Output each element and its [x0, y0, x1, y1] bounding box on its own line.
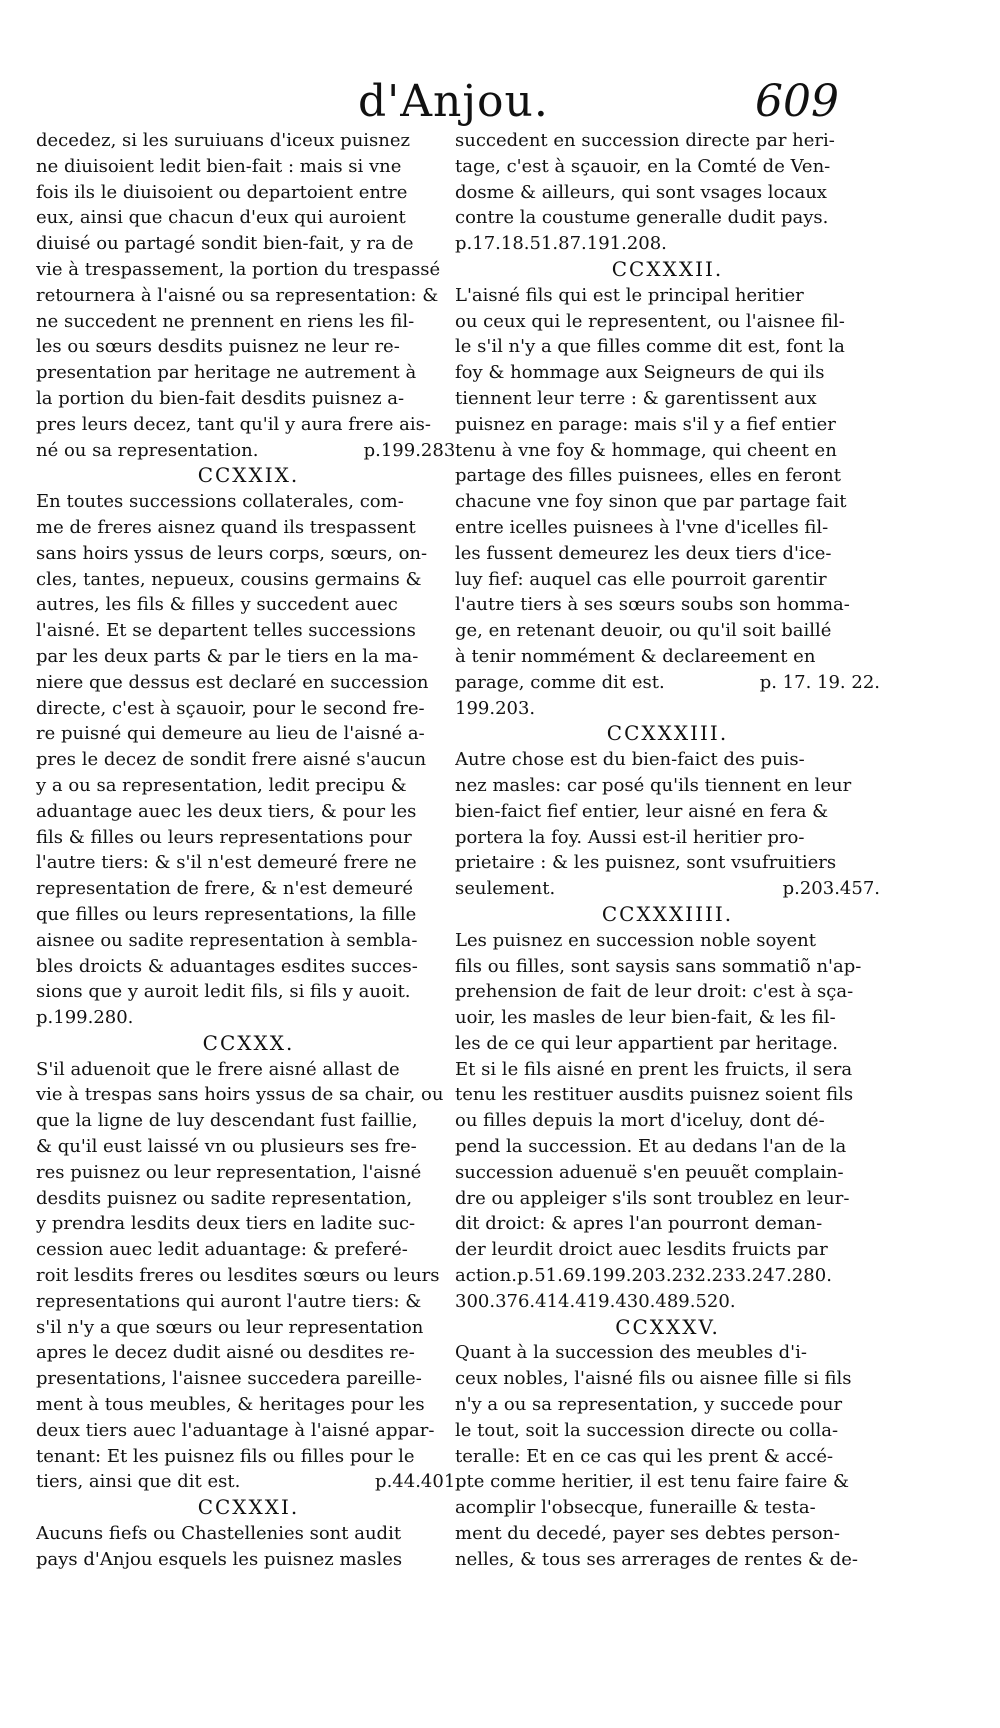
text-line: ceux nobles, l'aisné fils ou aisnee fille si fils	[455, 1368, 852, 1390]
text-line: Et si le fils aisné en prent les fruicts, il sera	[455, 1058, 853, 1080]
text-line: dosme & ailleurs, qui sont vsages locaux	[455, 181, 827, 203]
text-line: par les deux parts & par le tiers en la ma-	[36, 645, 419, 667]
text-line	[36, 438, 461, 464]
text-line: la portion du bien-fait desdits puisnez a-	[36, 387, 405, 409]
text-line: nez masles: car posé qu'ils tiennent en leur	[455, 774, 852, 796]
text-line: ou ceux qui le representent, ou l'aisnee fil-	[455, 310, 845, 332]
text-line: tenu les restituer ausdits puisnez soient fils	[455, 1084, 854, 1106]
text-line: tiennent leur terre : & garentissent aux	[455, 387, 817, 409]
text-line: fois ils le diuisoient ou departoient entre	[36, 181, 408, 203]
text-line: vie à trespas sans hoirs yssus de sa chair, ou	[36, 1084, 444, 1106]
text-line: presentation par heritage ne autrement à	[36, 362, 417, 384]
text-line: ge, en retenant deuoir, ou qu'il soit baillé	[455, 620, 832, 642]
text-line: portera la foy. Aussi est-il heritier pro-	[455, 826, 805, 848]
text-line: acomplir l'obsecque, funeraille & testa-	[455, 1497, 816, 1519]
text-line: uoir, les masles de leur bien-fait, & les fil-	[455, 1007, 836, 1029]
text-line: p.199.280.	[36, 1007, 134, 1029]
text-line: apres le decez dudit aisné ou desdites re-	[36, 1342, 415, 1364]
right-column	[455, 128, 880, 1573]
text-line	[455, 876, 880, 902]
text-line: y a ou sa representation, ledit precipu &	[36, 774, 407, 796]
text-line: p.17.18.51.87.191.208.	[455, 233, 667, 255]
text-line: En toutes successions collaterales, com-	[36, 491, 404, 513]
text-line: tenant: Et les puisnez fils ou filles pour le	[36, 1445, 415, 1467]
text-line: me de freres aisnez quand ils trespassent	[36, 516, 416, 538]
line-text: né ou sa representation.	[36, 439, 259, 461]
page-reference: p.199.283.	[363, 439, 461, 461]
text-line: les ou sœurs desdits puisnez ne leur re-	[36, 336, 400, 358]
text-line: Aucuns fiefs ou Chastellenies sont audit	[36, 1523, 402, 1545]
text-line: puisnez en parage: mais s'il y a fief entier	[455, 413, 836, 435]
article-heading: CCXXXIIII.	[601, 901, 734, 926]
text-line: pend la succession. Et au dedans l'an de la	[455, 1136, 847, 1158]
text-line: fils & filles ou leurs representations pour	[36, 826, 412, 848]
running-title: d'Anjou.	[358, 76, 549, 127]
text-line: fils ou filles, sont saysis sans sommatiõ n'ap-	[455, 955, 862, 977]
text-line: vie à trespassement, la portion du trespassé	[36, 258, 441, 280]
text-line: contre la coustume generalle dudit pays.	[455, 207, 829, 229]
article-heading: CCXXXV.	[615, 1314, 720, 1339]
text-line: desdits puisnez ou sadite representation,	[36, 1187, 413, 1209]
page-header	[0, 76, 1000, 136]
text-line	[36, 1469, 461, 1495]
text-line: S'il aduenoit que le frere aisné allast de	[36, 1058, 400, 1080]
line-text: seulement.	[455, 878, 556, 900]
text-line: ment du decedé, payer ses debtes person-	[455, 1523, 840, 1545]
text-line: l'autre tiers à ses sœurs soubs son homma-	[455, 594, 850, 616]
text-line: prietaire : & les puisnez, sont vsufruitiers	[455, 852, 837, 874]
article-heading: CCXXIX.	[197, 463, 300, 488]
text-line: decedez, si les suruiuans d'iceux puisnez	[36, 130, 411, 151]
text-line: der leurdit droict auec lesdits fruicts par	[455, 1239, 828, 1261]
text-line: cession auec ledit aduantage: & preferé-	[36, 1239, 408, 1261]
text-line: ment à tous meubles, & heritages pour les	[36, 1394, 425, 1416]
text-line: sions que y auroit ledit fils, si fils y auoit.	[36, 981, 411, 1003]
text-line: partage des filles puisnees, elles en feront	[455, 465, 841, 487]
text-line: sans hoirs yssus de leurs corps, sœurs, on-	[36, 542, 428, 564]
text-line: ne succedent ne prennent en riens les fil-	[36, 310, 415, 332]
text-line: bien-faict fief entier, leur aisné en fera &	[455, 800, 829, 822]
line-text: tiers, ainsi que dit est.	[36, 1471, 241, 1493]
text-line: autres, les fils & filles y succedent auec	[36, 594, 398, 616]
text-line: bles droicts & aduantages esdites succes-	[36, 955, 418, 977]
text-line: s'il n'y a que sœurs ou leur representation	[36, 1316, 424, 1338]
text-line: roit lesdits freres ou lesdites sœurs ou leurs	[36, 1265, 440, 1287]
text-line: representations qui auront l'autre tiers: &	[36, 1290, 422, 1312]
text-line: nelles, & tous ses arrerages de rentes & de-	[455, 1548, 858, 1570]
text-line: les de ce qui leur appartient par heritage.	[455, 1032, 838, 1054]
text-line: succession aduenuë s'en peuuẽt complain-	[455, 1161, 844, 1183]
text-line: tage, c'est à sçauoir, en la Comté de Ven-	[455, 155, 831, 177]
text-line: prehension de fait de leur droit: c'est à sça-	[455, 981, 854, 1003]
page-number: 609	[755, 76, 839, 127]
text-line: action.p.51.69.199.203.232.233.247.280.	[455, 1265, 832, 1287]
text-line: ne diuisoient ledit bien-fait : mais si vne	[36, 155, 402, 177]
page-reference: p.44.401.	[375, 1471, 461, 1493]
page-reference: p.203.457.	[782, 878, 880, 900]
text-line: aduantage auec les deux tiers, & pour les	[36, 800, 417, 822]
left-column	[36, 128, 461, 1573]
text-line: pays d'Anjou esquels les puisnez masles	[36, 1548, 403, 1570]
article-heading: CCXXXI.	[197, 1495, 300, 1520]
text-line: aisnee ou sadite representation à sembla-	[36, 929, 418, 951]
text-line: eux, ainsi que chacun d'eux qui auroient	[36, 207, 406, 229]
text-line: tenu à vne foy & hommage, qui cheent en	[455, 439, 837, 461]
text-line: le tout, soit la succession directe ou colla-	[455, 1419, 839, 1441]
text-line	[455, 670, 880, 696]
text-line: Quant à la succession des meubles d'i-	[455, 1342, 807, 1364]
text-line: retournera à l'aisné ou sa representation: &	[36, 284, 439, 306]
text-line: le s'il n'y a que filles comme dit est, font la	[455, 336, 845, 358]
text-line: pres leurs decez, tant qu'il y aura frere ais-	[36, 413, 431, 435]
text-line: que filles ou leurs representations, la fille	[36, 903, 417, 925]
text-line: deux tiers auec l'aduantage à l'aisné appar-	[36, 1419, 435, 1441]
text-line: dre ou appleiger s'ils sont troublez en leur-	[455, 1187, 850, 1209]
text-line: teralle: Et en ce cas qui les prent & accé-	[455, 1445, 834, 1467]
text-line: presentations, l'aisnee succedera pareille-	[36, 1368, 422, 1390]
article-heading: CCXXXIII.	[606, 721, 729, 746]
article-heading: CCXXX.	[202, 1030, 295, 1055]
text-line: chacune vne foy sinon que par partage fait	[455, 491, 847, 513]
text-line: cles, tantes, nepueux, cousins germains &	[36, 568, 422, 590]
text-line: niere que dessus est declaré en succession	[36, 671, 429, 693]
page-reference: p. 17. 19. 22.	[759, 671, 880, 693]
text-line: pres le decez de sondit frere aisné s'aucun	[36, 749, 427, 771]
article-heading: CCXXXII.	[611, 256, 724, 281]
text-line: n'y a ou sa representation, y succede pour	[455, 1394, 843, 1416]
text-line: directe, c'est à sçauoir, pour le second fre-	[36, 697, 425, 719]
text-line: foy & hommage aux Seigneurs de qui ils	[455, 362, 825, 384]
text-line: succedent en succession directe par heri-	[455, 130, 835, 151]
text-line: Autre chose est du bien-faict des puis-	[455, 749, 805, 771]
text-line: diuisé ou partagé sondit bien-fait, y ra de	[36, 233, 414, 255]
text-line: & qu'il eust laissé vn ou plusieurs ses fre-	[36, 1136, 417, 1158]
text-line: 199.203.	[455, 697, 536, 719]
text-line: res puisnez ou leur representation, l'aisné	[36, 1161, 422, 1183]
text-line: y prendra lesdits deux tiers en ladite suc-	[36, 1213, 416, 1235]
text-line: à tenir nommément & declareement en	[455, 645, 816, 667]
text-line: l'autre tiers: & s'il n'est demeuré frere ne	[36, 852, 417, 874]
text-line: luy fief: auquel cas elle pourroit garentir	[455, 568, 827, 590]
text-line: re puisné qui demeure au lieu de l'aisné a-	[36, 723, 425, 745]
text-line: pte comme heritier, il est tenu faire faire &	[455, 1471, 850, 1493]
text-line: que la ligne de luy descendant fust faillie,	[36, 1110, 418, 1132]
text-line: les fussent demeurez les deux tiers d'ice-	[455, 542, 832, 564]
text-line: l'aisné. Et se departent telles successions	[36, 620, 416, 642]
text-line: L'aisné fils qui est le principal heritier	[455, 284, 804, 306]
text-line: entre icelles puisnees à l'vne d'icelles fil-	[455, 516, 829, 538]
text-line: representation de frere, & n'est demeuré	[36, 878, 414, 900]
text-line: 300.376.414.419.430.489.520.	[455, 1290, 736, 1312]
text-line: ou filles depuis la mort d'iceluy, dont dé-	[455, 1110, 825, 1132]
line-text: parage, comme dit est.	[455, 671, 665, 693]
text-line: dit droict: & apres l'an pourront deman-	[455, 1213, 823, 1235]
text-line: Les puisnez en succession noble soyent	[455, 929, 816, 951]
